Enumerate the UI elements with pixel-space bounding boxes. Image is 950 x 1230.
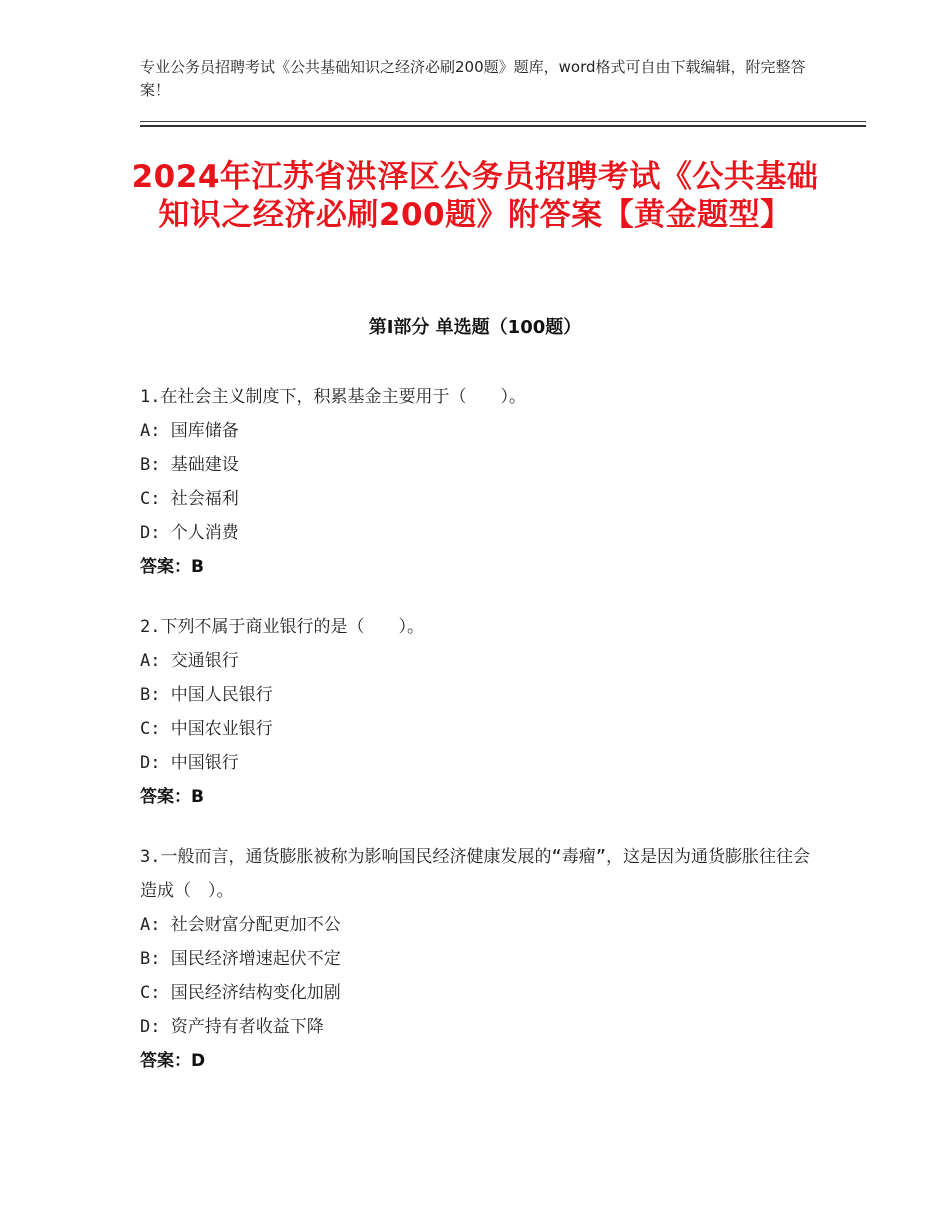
option-b: B: 国民经济增速起伏不定	[140, 949, 341, 969]
answer: 答案：B	[140, 557, 204, 577]
question-stem: 3.一般而言，通货膨胀被称为影响国民经济健康发展的“毒瘤”，这是因为通货膨胀往往会造成（ ）。	[140, 847, 810, 901]
option-c: C: 中国农业银行	[140, 719, 273, 739]
option-d: D: 个人消费	[140, 523, 239, 543]
option-b: B: 基础建设	[140, 455, 239, 475]
question-stem: 1.在社会主义制度下，积累基金主要用于（ ）。	[140, 387, 526, 407]
option-b: B: 中国人民银行	[140, 685, 273, 705]
document-title: 2024年江苏省洪泽区公务员招聘考试《公共基础知识之经济必刷200题》附答案【黄金题型】	[131, 159, 819, 233]
section-title: 第Ⅰ部分 单选题（100题）	[368, 317, 582, 338]
answer: 答案：D	[140, 1051, 206, 1071]
option-d: D: 中国银行	[140, 753, 239, 773]
option-c: C: 社会福利	[140, 489, 239, 509]
question-1	[140, 380, 810, 584]
option-a: A: 国库储备	[140, 421, 239, 441]
header-divider-thin	[140, 121, 866, 122]
header-divider-thick	[140, 125, 866, 127]
question-stem: 2.下列不属于商业银行的是（ ）。	[140, 617, 424, 637]
question-3	[140, 840, 810, 1078]
option-d: D: 资产持有者收益下降	[140, 1017, 324, 1037]
header-note: 专业公务员招聘考试《公共基础知识之经济必刷200题》题库，word格式可自由下载编辑，附完整答案！	[140, 58, 806, 99]
option-c: C: 国民经济结构变化加剧	[140, 983, 341, 1003]
answer: 答案：B	[140, 787, 204, 807]
option-a: A: 社会财富分配更加不公	[140, 915, 341, 935]
question-2	[140, 610, 810, 814]
question-list	[140, 380, 810, 1104]
option-a: A: 交通银行	[140, 651, 239, 671]
